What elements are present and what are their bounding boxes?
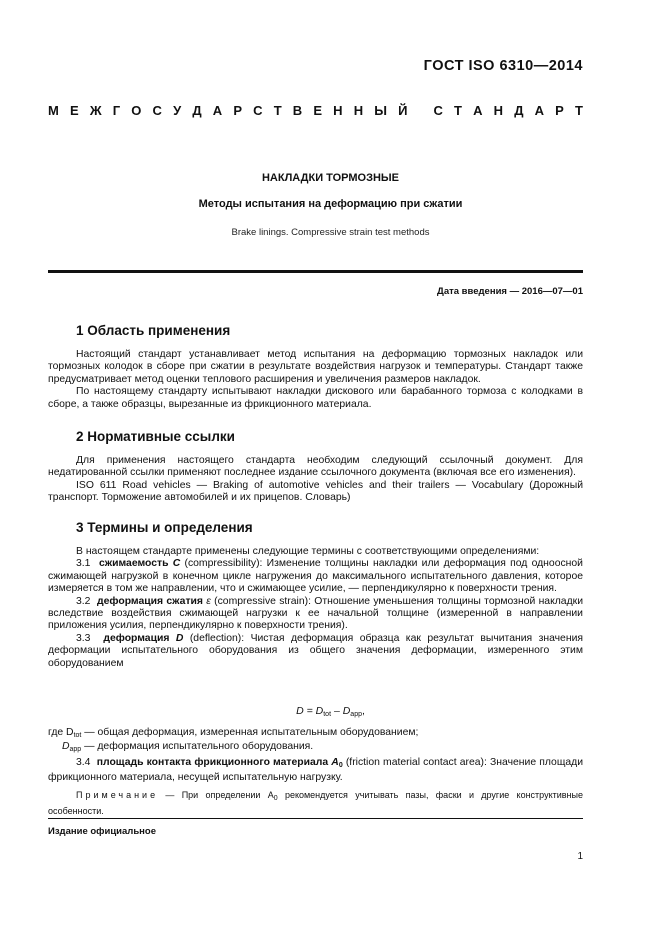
document-subtitle: Методы испытания на деформацию при сжатии	[198, 198, 463, 210]
heading-letter: Т	[574, 103, 583, 118]
term-3-3	[48, 633, 583, 670]
edition-label: Издание официальное	[48, 826, 156, 837]
heading-letter: Г	[112, 103, 121, 118]
heading-letter: А	[212, 103, 223, 118]
introduction-date: Дата введения — 2016—07—01	[437, 286, 583, 297]
section-2-paragraph-1: Для применения настоящего стандарта необходим следующий ссылочный документ. Для недатированной ссылки применяют последнее издание ссылочного документа (включая все его изменения).	[48, 455, 583, 479]
heading-letter: Д	[192, 103, 202, 118]
term-3-4-number: 3.4	[76, 757, 91, 768]
section-3-body-continued	[48, 757, 583, 785]
section-2-heading: 2 Нормативные ссылки	[76, 429, 235, 444]
term-3-3-name: деформация	[103, 632, 170, 644]
heading-letter: Ы	[374, 103, 387, 118]
standard-type-heading	[48, 103, 583, 118]
section-3-heading: 3 Термины и определения	[76, 520, 253, 535]
heading-letter: У	[173, 103, 182, 118]
section-1-paragraph-2: По настоящему стандарту испытывают накладки дискового или барабанного тормоза с колодками в сборе, а также образцы, вырезанные из фрикционного материала.	[48, 386, 583, 410]
term-3-2-number: 3.2	[76, 595, 91, 607]
section-3-intro: В настоящем стандарте применены следующие термины с соответствующими определениями:	[76, 546, 540, 557]
term-3-1-name: сжимаемость	[98, 558, 169, 570]
heading-letter: Ж	[89, 103, 102, 118]
formula-legend-total: где $D_{tot}$ — общая деформация, измеренная испытательным оборудованием;	[48, 727, 419, 739]
term-3-2-definition: (compressive strain): Отношение уменьшения толщины тормозной накладки вследствие воздействия сжимающей нагрузки к ее начальной толщине (измеренной в направлении приложения усилия, перпендикулярно к поверхности трения).	[48, 595, 583, 632]
footer-divider	[48, 818, 583, 819]
term-3-3-definition: (deflection): Чистая деформация образца как результат вычитания значения деформации испытательного оборудования из общего значения деформации, измеренного этим оборудованием	[48, 632, 584, 669]
heading-letter: Н	[353, 103, 364, 118]
heading-letter: Р	[233, 103, 242, 118]
page-number: 1	[577, 851, 583, 862]
heading-letter: В	[292, 103, 303, 118]
heading-letter: С	[152, 103, 162, 118]
heading-letter: Н	[493, 103, 504, 118]
heading-letter: Е	[313, 103, 323, 118]
heading-letter: Т	[273, 103, 282, 118]
heading-letter: О	[131, 103, 142, 118]
heading-letter: Н	[333, 103, 343, 118]
document-title: НАКЛАДКИ ТОРМОЗНЫЕ	[261, 172, 400, 184]
deflection-formula: $D = D_{tot} - D_{app}$,	[296, 705, 365, 718]
heading-letter: С	[253, 103, 263, 118]
term-3-2	[48, 596, 583, 633]
term-3-4-definition: (friction material contact area): Значение площади фрикционного материала, несущей испытательную нагрузку.	[48, 757, 584, 784]
term-3-3-symbol: D	[175, 632, 184, 644]
section-1-body	[48, 349, 583, 411]
section-2-paragraph-2: ISO 611 Road vehicles — Braking of automotive vehicles and their trailers — Vocabulary (Дорожный транспорт. Торможение автомобилей и их прицепов. Словарь)	[48, 479, 583, 504]
term-3-4-symbol: A	[331, 757, 339, 768]
heading-letter: С	[433, 103, 443, 118]
heading-letter	[419, 103, 423, 118]
heading-letter: Д	[514, 103, 524, 118]
document-title-english: Brake linings. Compressive strain test methods	[231, 227, 430, 238]
section-2-body	[48, 455, 583, 505]
term-3-4-name: площадь контакта фрикционного материала	[96, 757, 329, 768]
section-1-heading: 1 Область применения	[76, 323, 231, 338]
heading-letter: М	[48, 103, 59, 118]
term-3-1-number: 3.1	[76, 558, 91, 570]
note-label: Примечание	[76, 790, 159, 800]
term-3-1-symbol: C	[172, 558, 181, 570]
note: Примечание — При определении $A_0$ рекомендуется учитывать пазы, фаски и другие конструктивные особенности.	[48, 790, 583, 816]
heading-letter: Р	[555, 103, 564, 118]
term-3-3-number: 3.3	[76, 632, 91, 644]
term-3-2-name: деформация сжатия	[97, 595, 203, 607]
document-id: ГОСТ ISO 6310—2014	[423, 58, 583, 74]
header-divider	[48, 270, 583, 273]
term-3-1-definition: (compressibility): Изменение толщины накладки или деформация под одноосной сжимающей нагрузкой в конечном цикле нагружения до максимального испытательного давления, которое измеряется в том же направлении, что и сжимающее усилие, — перпендикулярно к поверхности трения.	[48, 558, 583, 595]
heading-letter: Й	[398, 103, 408, 118]
heading-letter: Т	[453, 103, 462, 118]
heading-letter: А	[534, 103, 544, 118]
section-3-body	[48, 546, 583, 670]
term-3-1	[48, 558, 583, 595]
heading-letter: А	[473, 103, 483, 118]
heading-letter: Е	[70, 103, 79, 118]
term-3-4: 3.4 площадь контакта фрикционного материала $A_0$ (friction material contact area): Значение площади фрикционного материала, несущей испытательную нагрузку.	[48, 757, 584, 784]
formula-legend-apparatus: $D_{app}$ — деформация испытательного оборудования.	[62, 741, 314, 753]
section-1-paragraph-1: Настоящий стандарт устанавливает метод испытания на деформацию тормозных накладок или тормозных колодок в сборе при сжатии в результате воздействия нагрузок и температуры. Стандарт также предусматривает метод оценки теплового расширения и увеличения размеров накладок.	[48, 349, 583, 385]
term-3-2-symbol: ε	[206, 595, 211, 607]
